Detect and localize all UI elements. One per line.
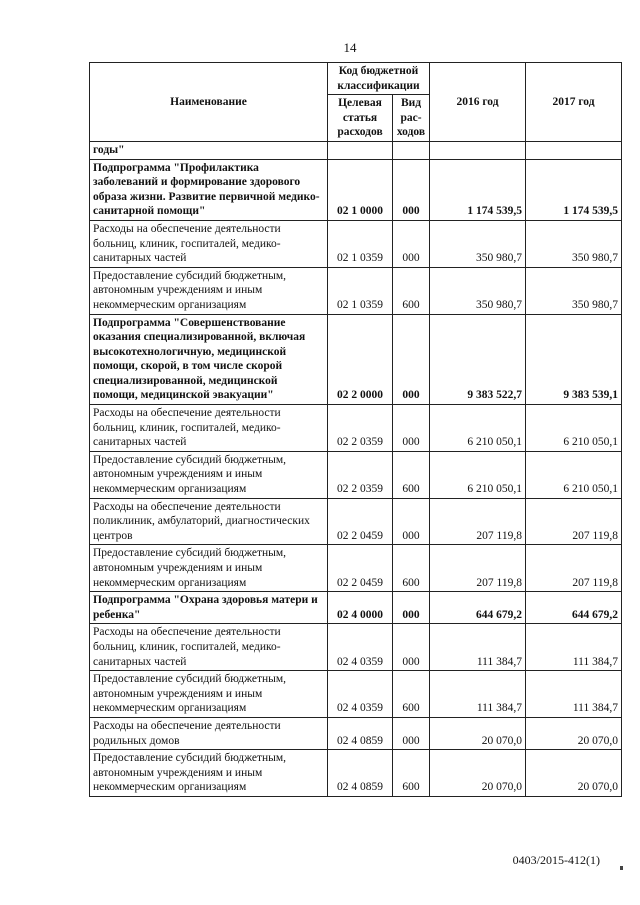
row-value-2016: 9 383 522,7 (430, 314, 526, 405)
row-name: Расходы на обеспечение деятельности больниц, клиник, госпиталей, медико-санитарных частей (90, 624, 328, 671)
row-name: Расходы на обеспечение деятельности поликлиник, амбулаторий, диагностических центров (90, 498, 328, 545)
table-row (90, 141, 622, 159)
row-target-article: 02 2 0359 (328, 405, 393, 452)
table-row (90, 451, 622, 498)
table-row (90, 671, 622, 718)
row-name: Подпрограмма "Охрана здоровья матери и ребенка" (90, 592, 328, 624)
header-target-article: Целевая статья расходов (328, 95, 393, 142)
row-target-article: 02 4 0859 (328, 717, 393, 749)
row-value-2016 (430, 141, 526, 159)
row-expense-type: 000 (393, 405, 430, 452)
row-name: Предоставление субсидий бюджетным, автономным учреждениям и иным некоммерческим организациям (90, 750, 328, 797)
row-value-2017: 644 679,2 (526, 592, 622, 624)
row-target-article: 02 1 0000 (328, 159, 393, 220)
row-target-article: 02 2 0459 (328, 498, 393, 545)
row-value-2016: 20 070,0 (430, 750, 526, 797)
row-value-2016: 644 679,2 (430, 592, 526, 624)
header-year-2016: 2016 год (430, 63, 526, 142)
table-row (90, 405, 622, 452)
row-name: Предоставление субсидий бюджетным, автономным учреждениям и иным некоммерческим организациям (90, 545, 328, 592)
row-value-2016: 350 980,7 (430, 220, 526, 267)
row-target-article: 02 1 0359 (328, 267, 393, 314)
row-expense-type: 000 (393, 314, 430, 405)
row-target-article: 02 1 0359 (328, 220, 393, 267)
row-value-2017: 20 070,0 (526, 717, 622, 749)
budget-table (89, 62, 622, 797)
row-name: Предоставление субсидий бюджетным, автономным учреждениям и иным некоммерческим организациям (90, 451, 328, 498)
row-value-2016: 111 384,7 (430, 624, 526, 671)
row-name: годы" (90, 141, 328, 159)
row-value-2017: 207 119,8 (526, 498, 622, 545)
row-expense-type: 000 (393, 592, 430, 624)
row-value-2017: 1 174 539,5 (526, 159, 622, 220)
table-row (90, 267, 622, 314)
margin-mark (620, 866, 623, 870)
row-value-2017: 350 980,7 (526, 220, 622, 267)
row-expense-type: 600 (393, 750, 430, 797)
table-row (90, 498, 622, 545)
row-target-article: 02 4 0359 (328, 624, 393, 671)
header-year-2017: 2017 год (526, 63, 622, 142)
row-expense-type: 600 (393, 545, 430, 592)
row-name: Подпрограмма "Совершенствование оказания специализированной, включая высокотехнологичную, медицинской помощи, скорой, в том числе скорой специализированной, медицинской помощи, медицинской эвакуации" (90, 314, 328, 405)
row-value-2017: 6 210 050,1 (526, 451, 622, 498)
row-value-2017: 6 210 050,1 (526, 405, 622, 452)
row-value-2016: 207 119,8 (430, 498, 526, 545)
row-name: Предоставление субсидий бюджетным, автономным учреждениям и иным некоммерческим организациям (90, 671, 328, 718)
row-expense-type: 600 (393, 671, 430, 718)
row-name: Расходы на обеспечение деятельности родильных домов (90, 717, 328, 749)
row-target-article (328, 141, 393, 159)
row-expense-type: 600 (393, 267, 430, 314)
row-target-article: 02 2 0000 (328, 314, 393, 405)
table-row (90, 624, 622, 671)
row-value-2017 (526, 141, 622, 159)
row-value-2016: 20 070,0 (430, 717, 526, 749)
table-row (90, 750, 622, 797)
table-row (90, 314, 622, 405)
row-expense-type: 000 (393, 624, 430, 671)
row-name: Расходы на обеспечение деятельности больниц, клиник, госпиталей, медико-санитарных частей (90, 405, 328, 452)
table-row (90, 592, 622, 624)
row-value-2017: 111 384,7 (526, 624, 622, 671)
row-target-article: 02 4 0859 (328, 750, 393, 797)
row-value-2017: 9 383 539,1 (526, 314, 622, 405)
row-target-article: 02 2 0459 (328, 545, 393, 592)
row-expense-type: 000 (393, 717, 430, 749)
row-expense-type: 000 (393, 220, 430, 267)
header-code-group: Код бюджетной классификации (328, 63, 430, 95)
row-value-2016: 1 174 539,5 (430, 159, 526, 220)
row-target-article: 02 4 0359 (328, 671, 393, 718)
row-value-2017: 20 070,0 (526, 750, 622, 797)
table-body (90, 141, 622, 796)
table-row (90, 717, 622, 749)
header-expense-type: Вид рас-ходов (393, 95, 430, 142)
table-row (90, 159, 622, 220)
row-value-2017: 207 119,8 (526, 545, 622, 592)
row-value-2016: 6 210 050,1 (430, 451, 526, 498)
row-value-2016: 350 980,7 (430, 267, 526, 314)
header-name: Наименование (90, 63, 328, 142)
row-name: Подпрограмма "Профилактика заболеваний и формирование здорового образа жизни. Развитие первичной медико-санитарной помощи" (90, 159, 328, 220)
document-code: 0403/2015-412(1) (512, 853, 600, 867)
row-value-2016: 6 210 050,1 (430, 405, 526, 452)
row-value-2016: 207 119,8 (430, 545, 526, 592)
table-row (90, 545, 622, 592)
row-target-article: 02 4 0000 (328, 592, 393, 624)
page-number: 14 (343, 40, 357, 55)
row-target-article: 02 2 0359 (328, 451, 393, 498)
row-name: Предоставление субсидий бюджетным, автономным учреждениям и иным некоммерческим организациям (90, 267, 328, 314)
row-expense-type (393, 141, 430, 159)
row-name: Расходы на обеспечение деятельности больниц, клиник, госпиталей, медико-санитарных частей (90, 220, 328, 267)
row-value-2017: 350 980,7 (526, 267, 622, 314)
row-expense-type: 600 (393, 451, 430, 498)
row-expense-type: 000 (393, 498, 430, 545)
table-row (90, 220, 622, 267)
row-value-2017: 111 384,7 (526, 671, 622, 718)
row-expense-type: 000 (393, 159, 430, 220)
row-value-2016: 111 384,7 (430, 671, 526, 718)
